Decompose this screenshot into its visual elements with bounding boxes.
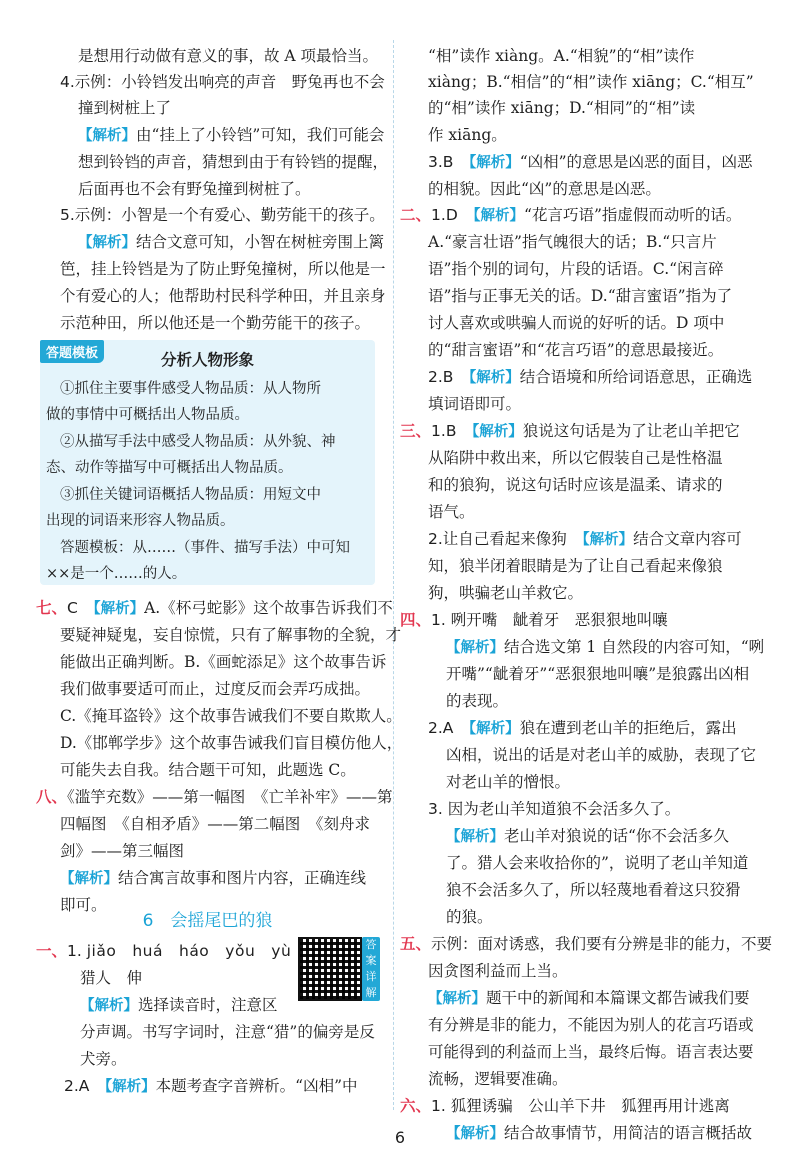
section-6-line: 六、1. 狐狸诱骗 公山羊下井 狐狸再用计逃离 — [400, 1097, 730, 1115]
text-line: 能做出正确判断。B.《画蛇添足》这个故事告诉 — [60, 653, 387, 671]
text-line: 作 xiāng。 — [428, 126, 507, 144]
text-line: 的表现。 — [446, 692, 509, 710]
text-line: 是想用行动做有意义的事，故 A 项最恰当。 — [78, 47, 379, 65]
text-line: 知，狼半闭着眼睛是为了让自己看起来像狼 — [428, 557, 723, 575]
text-line: 四幅图 《自相矛盾》——第二幅图 《刻舟求 — [60, 815, 371, 833]
text-line: 语”指个别的词句，片段的话语。C.“闲言碎 — [428, 260, 724, 278]
text-line: 即可。 — [60, 896, 107, 914]
qr-label: 答案详解 — [362, 937, 380, 1001]
text-line: 语气。 — [428, 503, 475, 521]
answer-line: 2.A 【解析】狼在遭到老山羊的拒绝后，露出 — [428, 719, 737, 737]
template-line: 答题模板：从……（事件、描写手法）中可知 — [60, 540, 350, 556]
text-line: 个有爱心的人；他帮助村民科学种田，并且亲身 — [60, 287, 386, 305]
answer-line: 2.A 【解析】本题考查字音辨析。“凶相”中 — [64, 1077, 358, 1095]
text-line: D.《邯郸学步》这个故事告诫我们盲目模仿他人， — [60, 734, 403, 752]
section-7-line: 七、C 【解析】A.《杯弓蛇影》这个故事告诉我们不 — [36, 599, 393, 617]
text-line: 的“相”读作 xiāng；D.“相同”的“相”读 — [428, 99, 696, 117]
answer-line: 4.示例：小铃铛发出响亮的声音 野兔再也不会 — [60, 73, 385, 91]
text-line: 开嘴”“龇着牙”“恶狠狠地叫嚷”是狼露出凶相 — [446, 665, 750, 683]
text-line: C.《掩耳盗铃》这个故事告诫我们不要自欺欺人。 — [60, 707, 402, 725]
analysis-line: 【解析】结合寓言故事和图片内容，正确连线 — [60, 869, 367, 887]
text-line: 对老山羊的憎恨。 — [446, 773, 571, 791]
template-line: ③抓住关键词语概括人物品质：用短文中 — [60, 487, 321, 503]
text-line: 可能得到的利益而上当，最终后悔。语言表达要 — [428, 1043, 754, 1061]
template-line: ①抓住主要事件感受人物品质：从人物所 — [60, 381, 321, 397]
section-1-line: 一、1. jiǎo huá háo yǒu yù — [36, 942, 292, 960]
text-line: “相”读作 xiàng。A.“相貌”的“相”读作 — [428, 47, 695, 65]
text-line: 要疑神疑鬼，妄自惊慌，只有了解事物的全貌，才 — [60, 626, 402, 644]
analysis-line: 【解析】结合文意可知，小智在树桩旁围上篱 — [78, 233, 385, 251]
template-line: ②从描写手法中感受人物品质：从外貌、神 — [60, 434, 336, 450]
text-line: 笆，挂上铃铛是为了防止野兔撞树，所以他是一 — [60, 260, 386, 278]
text-line: 因贪图利益而上当。 — [428, 962, 568, 980]
text-line: 和的狼狗，说这句话时应该是温柔、请求的 — [428, 476, 723, 494]
text-line: 了。猎人会来收拾你的”，说明了老山羊知道 — [446, 854, 749, 872]
text-line: 讨人喜欢或哄骗人而说的好听的话。D 项中 — [428, 314, 725, 332]
text-line: 狗，哄骗老山羊救它。 — [428, 584, 584, 602]
column-divider — [393, 40, 394, 1110]
text-line: 的相貌。因此“凶”的意思是凶恶。 — [428, 180, 661, 198]
section-4-line: 四、1. 咧开嘴 龇着牙 恶狠狠地叫嚷 — [400, 611, 668, 629]
qr-code-icon[interactable] — [298, 937, 362, 1001]
text-line: xiàng；B.“相信”的“相”读作 xiāng；C.“相互” — [428, 73, 754, 91]
text-line: 想到铃铛的声音，猜想到由于有铃铛的提醒， — [78, 153, 389, 171]
template-title: 分析人物形象 — [160, 350, 254, 369]
text-line: 狼不会活多久了，所以轻蔑地看着这只狡猾 — [446, 881, 741, 899]
text-line: A.“豪言壮语”指气魄很大的话；B.“只言片 — [428, 233, 717, 251]
text-line: 猎人 伸 — [80, 969, 143, 987]
section-5-line: 五、示例：面对诱惑，我们要有分辨是非的能力，不要 — [400, 935, 773, 953]
text-line: 填词语即可。 — [428, 395, 522, 413]
text-line: 剑》——第三幅图 — [60, 842, 185, 860]
answer-line: 3. 因为老山羊知道狼不会活多久了。 — [428, 800, 681, 818]
analysis-line: 【解析】结合故事情节，用简洁的语言概括故 — [446, 1124, 753, 1142]
text-line: 有分辨是非的能力，不能因为别人的花言巧语或 — [428, 1016, 754, 1034]
template-line: 做的事情中可概括出人物品质。 — [46, 407, 249, 423]
analysis-line: 【解析】题干中的新闻和本篇课文都告诫我们要 — [428, 989, 750, 1007]
answer-line: 5.示例：小智是一个有爱心、勤劳能干的孩子。 — [60, 206, 385, 224]
section-2-line: 二、1.D 【解析】“花言巧语”指虚假而动听的话。 — [400, 206, 742, 224]
unit-title: 6 会摇尾巴的狼 — [142, 911, 273, 931]
section-3-line: 三、1.B 【解析】狼说这句话是为了让老山羊把它 — [400, 422, 740, 440]
text-line: 流畅，逻辑要准确。 — [428, 1070, 568, 1088]
answer-line: 3.B 【解析】“凶相”的意思是凶恶的面目，凶恶 — [428, 153, 753, 171]
answer-line: 2.让自己看起来像狗 【解析】结合文章内容可 — [428, 530, 742, 548]
analysis-line: 【解析】结合选文第 1 自然段的内容可知，“咧 — [446, 638, 765, 656]
section-8-line: 八、《滥竽充数》——第一幅图 《亡羊补牢》——第 — [36, 788, 393, 806]
template-line: ××是一个……的人。 — [46, 566, 187, 582]
answer-line: 2.B 【解析】结合语境和所给词语意思，正确选 — [428, 368, 753, 386]
analysis-line: 【解析】由“挂上了小铃铛”可知，我们可能会 — [78, 126, 385, 144]
text-line: 从陷阱中救出来，所以它假装自己是性格温 — [428, 449, 723, 467]
text-line: 撞到树桩上了 — [78, 99, 172, 117]
text-line: 分声调。书写字词时，注意“猎”的偏旁是反 — [80, 1023, 375, 1041]
analysis-line: 【解析】老山羊对狼说的话“你不会活多久 — [446, 827, 729, 845]
text-line: 的狼。 — [446, 908, 493, 926]
text-line: 后面再也不会有野兔撞到树桩了。 — [78, 180, 311, 198]
text-line: 我们做事要适可而止，过度反而会弄巧成拙。 — [60, 680, 371, 698]
text-line: 凶相，说出的话是对老山羊的威胁，表现了它 — [446, 746, 757, 764]
text-line: 语”指与正事无关的话。D.“甜言蜜语”指为了 — [428, 287, 733, 305]
analysis-line: 【解析】选择读音时，注意区 — [80, 996, 278, 1014]
template-tag: 答题模板 — [40, 340, 104, 363]
text-line: 可能失去自我。结合题干可知，此题选 C。 — [60, 761, 356, 779]
text-line: 犬旁。 — [80, 1050, 127, 1068]
answer-template-box — [40, 340, 375, 585]
text-line: 的“甜言蜜语”和“花言巧语”的意思最接近。 — [428, 341, 724, 359]
text-line: 示范种田，所以他还是一个勤劳能干的孩子。 — [60, 314, 371, 332]
template-line: 出现的词语来形容人物品质。 — [46, 513, 235, 529]
template-line: 态、动作等描写中可概括出人物品质。 — [46, 460, 293, 476]
page-number: 6 — [394, 1128, 406, 1147]
